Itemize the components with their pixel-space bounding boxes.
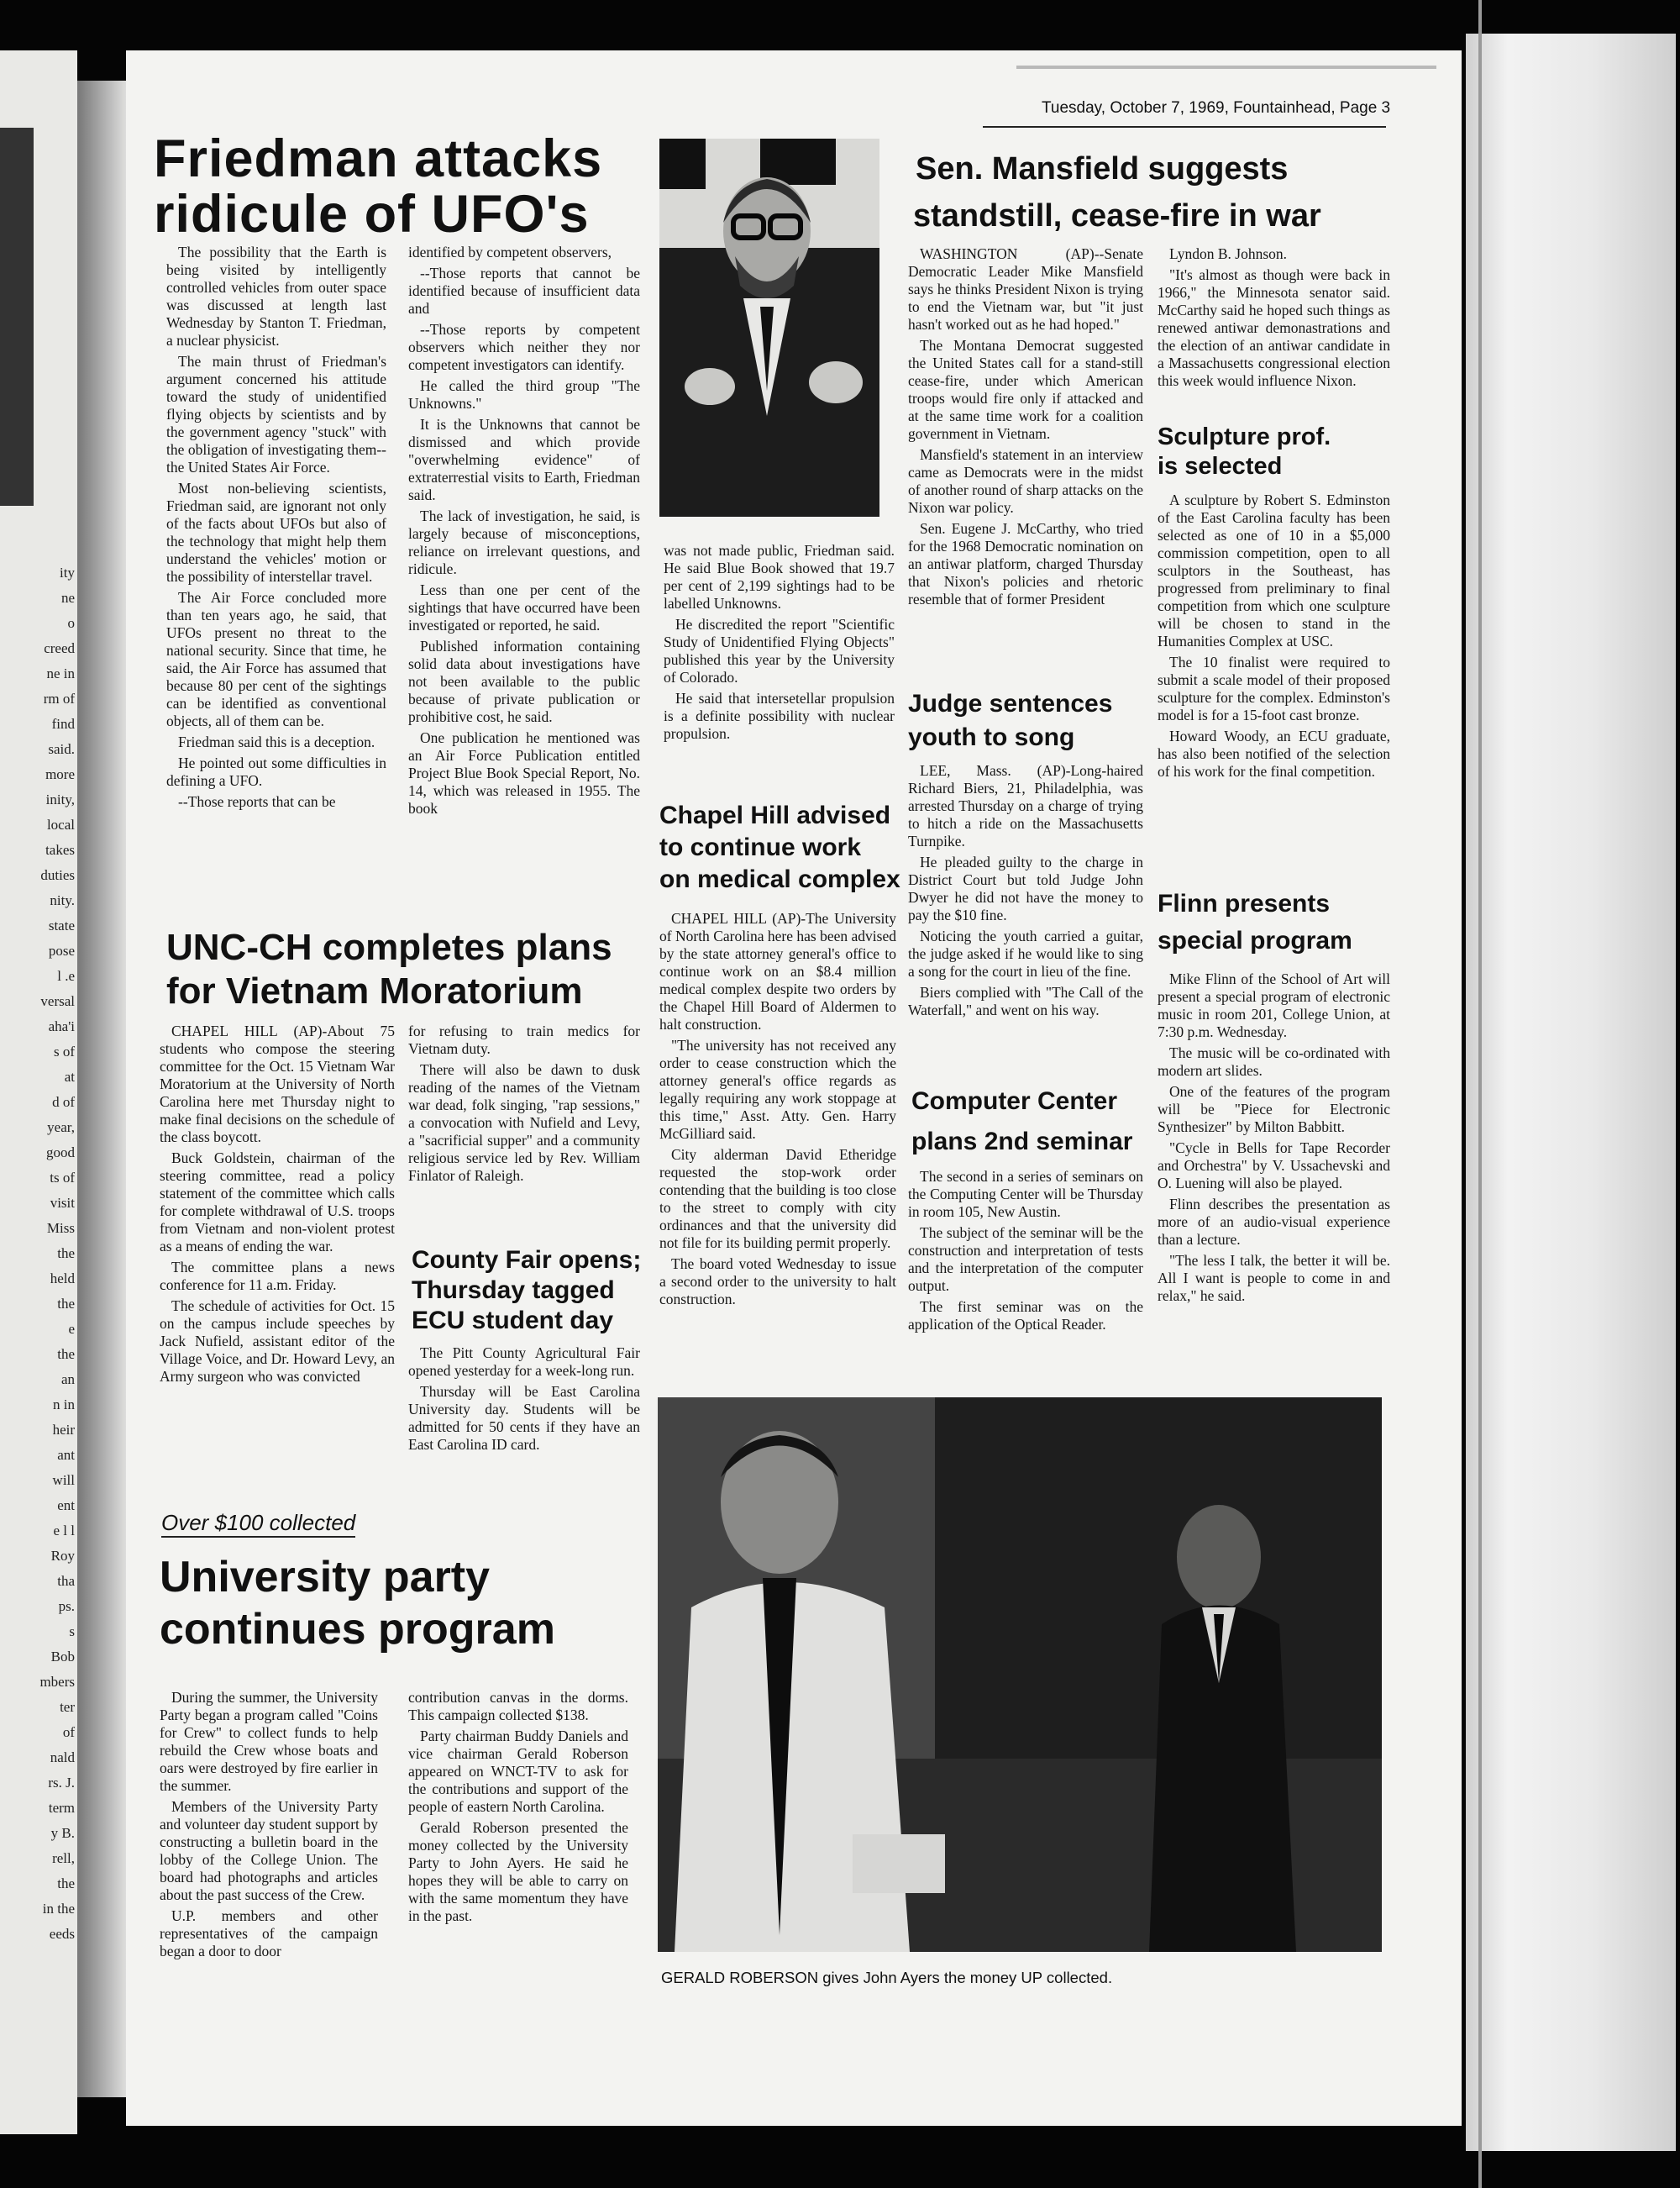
paragraph: It is the Unknowns that cannot be dismissed and which provide "overwhelming evidence" of extraterrestial visits to Earth, Friedman said.	[408, 416, 640, 503]
paragraph: Noticing the youth carried a guitar, the judge asked if he would like to sing a song for the court in lieu of the fine.	[908, 928, 1143, 980]
paragraph: The Montana Democrat suggested the United States call for a stand-still cease-fire, under which American troops would fire only if attacked and at the same time work for a coalition government in Vietnam.	[908, 337, 1143, 442]
previous-page-fragment: ant	[57, 1447, 75, 1463]
previous-page-fragment: the	[57, 1245, 75, 1261]
paragraph: Published information containing solid data about investigations have not been available to the public because of private publication or prohibitive cost, he said.	[408, 638, 640, 725]
previous-page-fragment: pose	[48, 943, 75, 959]
previous-page-fragment: Bob	[50, 1649, 75, 1665]
previous-page-fragment: heir	[52, 1422, 75, 1438]
previous-page-fragment: nald	[50, 1749, 75, 1765]
previous-page-fragment: the	[57, 1875, 75, 1891]
previous-page-fragment: an	[60, 1371, 75, 1387]
flinn-headline-1: Flinn presents	[1158, 890, 1331, 918]
previous-page-fragment: mbers	[39, 1674, 75, 1690]
paragraph: "It's almost as though were back in 1966," the Minnesota senator said. McCarthy said he hoped such things as renewed antiwar demonastrations and the election of an antiwar candidate in a Massachusetts congressional election this week would influence Nixon.	[1158, 266, 1390, 389]
paragraph: --Those reports that cannot be identified because of insufficient data and	[408, 265, 640, 317]
party-col-2	[408, 1689, 628, 1928]
previous-page-fragment: ne	[60, 590, 75, 606]
paragraph: for refusing to train medics for Vietnam duty.	[408, 1023, 640, 1057]
sculpture-body	[1158, 492, 1390, 784]
paragraph: CHAPEL HILL (AP)-About 75 students who compose the steering committee for the Oct. 15 Vietnam War Moratorium at the University of North Carolina here met Thursday night to make final decisions on the schedule of the class boycott.	[160, 1023, 395, 1145]
unc-col-2	[408, 1023, 640, 1188]
previous-page-fragment: n in	[53, 1396, 75, 1412]
previous-page-fragment: ent	[57, 1497, 75, 1513]
friedman-photo	[659, 139, 879, 517]
paragraph: "The university has not received any order to cease construction which the attorney general's office regards as legally requiring any work stoppage at this time," Asst. Atty. Gen. Harry McGilliard said.	[659, 1037, 896, 1142]
previous-page-fragment: inity,	[45, 792, 75, 807]
page-stack-edge	[1466, 34, 1676, 2151]
flinn-headline-2: special program	[1158, 927, 1352, 955]
previous-page-photo	[0, 128, 34, 506]
paragraph: WASHINGTON (AP)--Senate Democratic Leader Mike Mansfield says he thinks President Nixon is trying to end the Vietnam war, but "it just hasn't worked out as he had hoped."	[908, 245, 1143, 333]
previous-page-fragment: more	[45, 766, 75, 782]
paragraph: Party chairman Buddy Daniels and vice chairman Gerald Roberson appeared on WNCT-TV to ask for the contributions and support of the people of eastern North Carolina.	[408, 1728, 628, 1815]
paragraph: One publication he mentioned was an Air Force Publication entitled Project Blue Book Special Report, No. 14, which was released in 1955. The book	[408, 729, 640, 817]
county-fair-headline-1: County Fair opens;	[412, 1246, 642, 1274]
previous-page-fragment: s of	[53, 1044, 75, 1060]
previous-page-fragment: local	[46, 817, 75, 833]
ufo-headline-2: ridicule of UFO's	[154, 185, 590, 244]
paragraph: The subject of the seminar will be the construction and interpretation of tests and the interpretation of the computer output.	[908, 1224, 1143, 1294]
paragraph: He said that intersetellar propulsion is a definite possibility with nuclear propulsion.	[664, 690, 895, 742]
date-line: Tuesday, October 7, 1969, Fountainhead, Page 3	[1042, 99, 1391, 117]
chapel-hill-headline-3: on medical complex	[659, 865, 900, 893]
paragraph: One of the features of the program will be "Piece for Electronic Synthesizer" by Milton Babbitt.	[1158, 1083, 1390, 1135]
paragraph: The music will be co-ordinated with modern art slides.	[1158, 1044, 1390, 1079]
paragraph: identified by competent observers,	[408, 244, 612, 260]
paragraph: --Those reports that can be	[178, 793, 336, 810]
paragraph: He pleaded guilty to the charge in District Court but told Judge John Dwyer he did not have the money to pay the $10 fine.	[908, 854, 1143, 923]
paragraph: --Those reports by competent observers which neither they nor competent investigators can identify.	[408, 321, 640, 373]
previous-page-fragment: tha	[57, 1573, 75, 1589]
paragraph: Lyndon B. Johnson.	[1169, 245, 1288, 262]
party-headline-1: University party	[160, 1553, 491, 1602]
mansfield-headline-2: standstill, cease-fire in war	[913, 198, 1321, 234]
previous-page-fragment: e l l	[53, 1523, 75, 1538]
previous-page-fragment: takes	[45, 842, 75, 858]
previous-page-fragment: year,	[47, 1119, 75, 1135]
previous-page-fragment: Miss	[46, 1220, 75, 1236]
paragraph: Less than one per cent of the sightings that have occurred have been investigated or reported, he said.	[408, 581, 640, 634]
previous-page-fragment: duties	[40, 867, 75, 883]
roberson-ayers-svg	[658, 1397, 1382, 1952]
paragraph: Friedman said this is a deception.	[178, 734, 375, 750]
previous-page-fragment: ps.	[58, 1598, 75, 1614]
mansfield-col-2	[1158, 245, 1390, 393]
county-fair-headline-2: Thursday tagged	[412, 1276, 615, 1304]
previous-page-fragment: ne in	[46, 665, 75, 681]
paragraph: Mansfield's statement in an interview came as Democrats were in the midst of another round of sharp attacks on the Nixon war policy.	[908, 446, 1143, 516]
chapel-hill-headline-2: to continue work	[659, 834, 861, 861]
paragraph: The main thrust of Friedman's argument concerned his attitude toward the study of unidentified flying objects by scientists and by the government agency "stuck" with the obligation of investigating them--the United States Air Force.	[166, 353, 386, 476]
party-col-1	[160, 1689, 378, 1964]
previous-page-fragment: state	[48, 918, 75, 934]
unc-col-1	[160, 1023, 395, 1389]
county-fair-body	[408, 1344, 640, 1457]
paragraph: The 10 finalist were required to submit a scale model of their proposed sculpture for the complex. Edminston's model is for a 15-foot cast bronze.	[1158, 654, 1390, 723]
previous-page-fragment: rs. J.	[48, 1775, 75, 1791]
previous-page-fragment: held	[50, 1270, 75, 1286]
previous-page-fragment: said.	[48, 741, 75, 757]
previous-page-fragment: ity	[60, 565, 75, 581]
ufo-headline-1: Friedman attacks	[154, 129, 603, 188]
paragraph: LEE, Mass. (AP)-Long-haired Richard Biers, 21, Philadelphia, was arrested Thursday on a charge of trying to hitch a ride on the Massachusetts Turnpike.	[908, 762, 1143, 849]
paragraph: Biers complied with "The Call of the Waterfall," and went on his way.	[908, 984, 1143, 1018]
paragraph: City alderman David Etheridge requested the stop-work order contending that the building is too close to the street to comply with city ordinances and that the university did not file for its building permit properly.	[659, 1146, 896, 1251]
computer-headline-2: plans 2nd seminar	[911, 1128, 1133, 1155]
paragraph: The board voted Wednesday to issue a second order to the university to halt construction.	[659, 1255, 896, 1307]
previous-page-fragment: the	[57, 1296, 75, 1312]
ufo-col-2	[408, 244, 640, 821]
paragraph: The possibility that the Earth is being visited by intelligently controlled vehicles from outer space was discussed at length last Wednesday by Stanton T. Friedman, a nuclear physicist.	[166, 244, 386, 349]
county-fair-headline-3: ECU student day	[412, 1307, 614, 1334]
previous-page-fragment: aha'i	[48, 1018, 75, 1034]
computer-body	[908, 1168, 1143, 1337]
previous-page-fragment: Roy	[50, 1548, 75, 1564]
previous-page-fragment: will	[52, 1472, 75, 1488]
previous-page-fragment: nity.	[50, 892, 75, 908]
paragraph: contribution canvas in the dorms. This campaign collected $138.	[408, 1689, 628, 1723]
flinn-body	[1158, 970, 1390, 1308]
paragraph: During the summer, the University Party began a program called "Coins for Crew" to collect funds to help rebuild the Crew whose boats and oars were destroyed by fire earlier in the summer.	[160, 1689, 378, 1794]
roberson-ayers-photo	[658, 1397, 1382, 1952]
paragraph: The lack of investigation, he said, is largely because of misconceptions, reliance on irrelevant questions, and ridicule.	[408, 508, 640, 577]
previous-page-fragment: versal	[40, 993, 75, 1009]
chapel-hill-headline-1: Chapel Hill advised	[659, 802, 891, 829]
paragraph: "The less I talk, the better it will be. All I want is people to come in and relax," he said.	[1158, 1252, 1390, 1304]
paragraph: "Cycle in Bells for Tape Recorder and Orchestra" by V. Ussachevski and O. Luening will also be played.	[1158, 1139, 1390, 1191]
paragraph: The second in a series of seminars on the Computing Center will be Thursday in room 105, New Austin.	[908, 1168, 1143, 1220]
previous-page-fragment: d of	[52, 1094, 75, 1110]
photo-caption: GERALD ROBERSON gives John Ayers the money UP collected.	[661, 1969, 1113, 1986]
paragraph: CHAPEL HILL (AP)-The University of North Carolina here has been advised by the state attorney general's office to continue work on an $8.4 million medical complex despite two orders by the Chapel Hill Board of Aldermen to halt construction.	[659, 910, 896, 1033]
previous-page-fragment: s	[69, 1623, 75, 1639]
judge-body	[908, 762, 1143, 1023]
previous-page-fragment: rell,	[52, 1850, 75, 1866]
previous-page-fragment: e	[68, 1321, 75, 1337]
paragraph: U.P. members and other representatives of the campaign began a door to door	[160, 1907, 378, 1959]
previous-page-edge	[0, 50, 77, 2134]
judge-headline-2: youth to song	[908, 723, 1075, 751]
paragraph: was not made public, Friedman said. He said Blue Book showed that 19.7 per cent of 2,199 sightings had to be labelled Unknowns.	[664, 542, 895, 612]
paragraph: Howard Woody, an ECU graduate, has also been notified of the selection of his work for the final competition.	[1158, 728, 1390, 780]
previous-page-fragment: visit	[50, 1195, 75, 1211]
paragraph: Thursday will be East Carolina University day. Students will be admitted for 50 cents if they have an East Carolina ID card.	[408, 1383, 640, 1453]
paragraph: He called the third group "The Unknowns."	[408, 377, 640, 412]
previous-page-fragment: creed	[44, 640, 75, 656]
top-bleed-line	[1016, 66, 1436, 69]
paragraph: The schedule of activities for Oct. 15 on the campus include speeches by Jack Nufield, assistant editor of the Village Voice, and Dr. Howard Levy, an Army surgeon who was convicted	[160, 1297, 395, 1385]
party-kicker: Over $100 collected	[161, 1510, 355, 1538]
paragraph: Mike Flinn of the School of Art will present a special program of electronic music in room 201, College Union, at 7:30 p.m. Wednesday.	[1158, 970, 1390, 1040]
previous-page-fragment: in the	[42, 1901, 75, 1917]
paragraph: Sen. Eugene J. McCarthy, who tried for the 1968 Democratic nomination on an antiwar platform, charged Thursday that Nixon's policies and rhetoric resemble that of former President	[908, 520, 1143, 607]
previous-page-fragment: rm of	[43, 691, 75, 707]
paragraph: The Air Force concluded more than ten years ago, he said, that UFOs present no threat to the national security. Since that time, he said, the Air Force has assumed that because 80 per cent of the sightings can be identified as conventional objects, all of them can be.	[166, 589, 386, 729]
previous-page-fragment: find	[51, 716, 75, 732]
previous-page-fragment: eeds	[49, 1926, 75, 1942]
friedman-portrait-svg	[659, 139, 879, 517]
ufo-col-3	[664, 542, 895, 746]
binder-line	[1478, 0, 1482, 2188]
unc-headline-2: for Vietnam Moratorium	[166, 970, 583, 1012]
previous-page-fragment: y B.	[50, 1825, 75, 1841]
previous-page-fragment: ter	[60, 1699, 75, 1715]
paragraph: There will also be dawn to dusk reading of the names of the Vietnam war dead, folk singing, "rap sessions," a convocation with Nufield and Levy, a "sacrificial supper" and a community religious service led by Rev. William Finlator of Raleigh.	[408, 1061, 640, 1184]
paragraph: The first seminar was on the application of the Optical Reader.	[908, 1298, 1143, 1333]
judge-headline-1: Judge sentences	[908, 690, 1113, 718]
previous-page-fragment: at	[64, 1069, 75, 1085]
paragraph: Members of the University Party and volunteer day student support by constructing a bulletin board in the lobby of the College Union. The board had photographs and articles about the past success of the Crew.	[160, 1798, 378, 1903]
previous-page-fragment: the	[57, 1346, 75, 1362]
paragraph: He pointed out some difficulties in defining a UFO.	[166, 755, 386, 789]
header-rule	[983, 126, 1386, 128]
previous-page-fragment: ts of	[50, 1170, 75, 1186]
mansfield-headline-1: Sen. Mansfield suggests	[916, 151, 1289, 187]
paragraph: He discredited the report "Scientific Study of Unidentified Flying Objects" published this year by the University of Colorado.	[664, 616, 895, 686]
chapel-hill-body	[659, 910, 896, 1312]
party-headline-2: continues program	[160, 1605, 555, 1654]
previous-page-fragment: good	[46, 1144, 75, 1160]
previous-page-fragment: term	[48, 1800, 75, 1816]
paragraph: The committee plans a news conference for 11 a.m. Friday.	[160, 1259, 395, 1293]
paragraph: Flinn describes the presentation as more of an audio-visual experience than a lecture.	[1158, 1196, 1390, 1248]
unc-headline-1: UNC-CH completes plans	[166, 927, 612, 968]
mansfield-col-1	[908, 245, 1143, 612]
paragraph: A sculpture by Robert S. Edminston of the East Carolina faculty has been selected as one of 10 in a $5,000 commission competition, open to all sculptors in the Southeast, has progressed from preliminary to final competition from which one sculpture will be chosen to stand in the Humanities Complex at USC.	[1158, 492, 1390, 650]
previous-page-fragment: l .e	[57, 968, 75, 984]
paragraph: The Pitt County Agricultural Fair opened yesterday for a week-long run.	[408, 1344, 640, 1379]
paragraph: Gerald Roberson presented the money collected by the University Party to John Ayers. He said he hopes they will be able to carry on with the same momentum they have in the past.	[408, 1819, 628, 1924]
ufo-col-1	[166, 244, 386, 814]
paragraph: Most non-believing scientists, Friedman said, are ignorant not only of the facts about UFOs but also of the technology that might help them understand the vehicles' motion or the possibility of interstellar travel.	[166, 480, 386, 585]
previous-page-fragment: o	[67, 615, 75, 631]
computer-headline-1: Computer Center	[911, 1087, 1118, 1115]
paragraph: Buck Goldstein, chairman of the steering committee, read a policy statement of the committee which calls for complete withdrawal of U.S. troops from Vietnam and non-violent protest as a means of ending the war.	[160, 1149, 395, 1254]
sculpture-headline-2: is selected	[1158, 453, 1283, 480]
previous-page-fragment: of	[62, 1724, 75, 1740]
sculpture-headline-1: Sculpture prof.	[1158, 423, 1331, 450]
